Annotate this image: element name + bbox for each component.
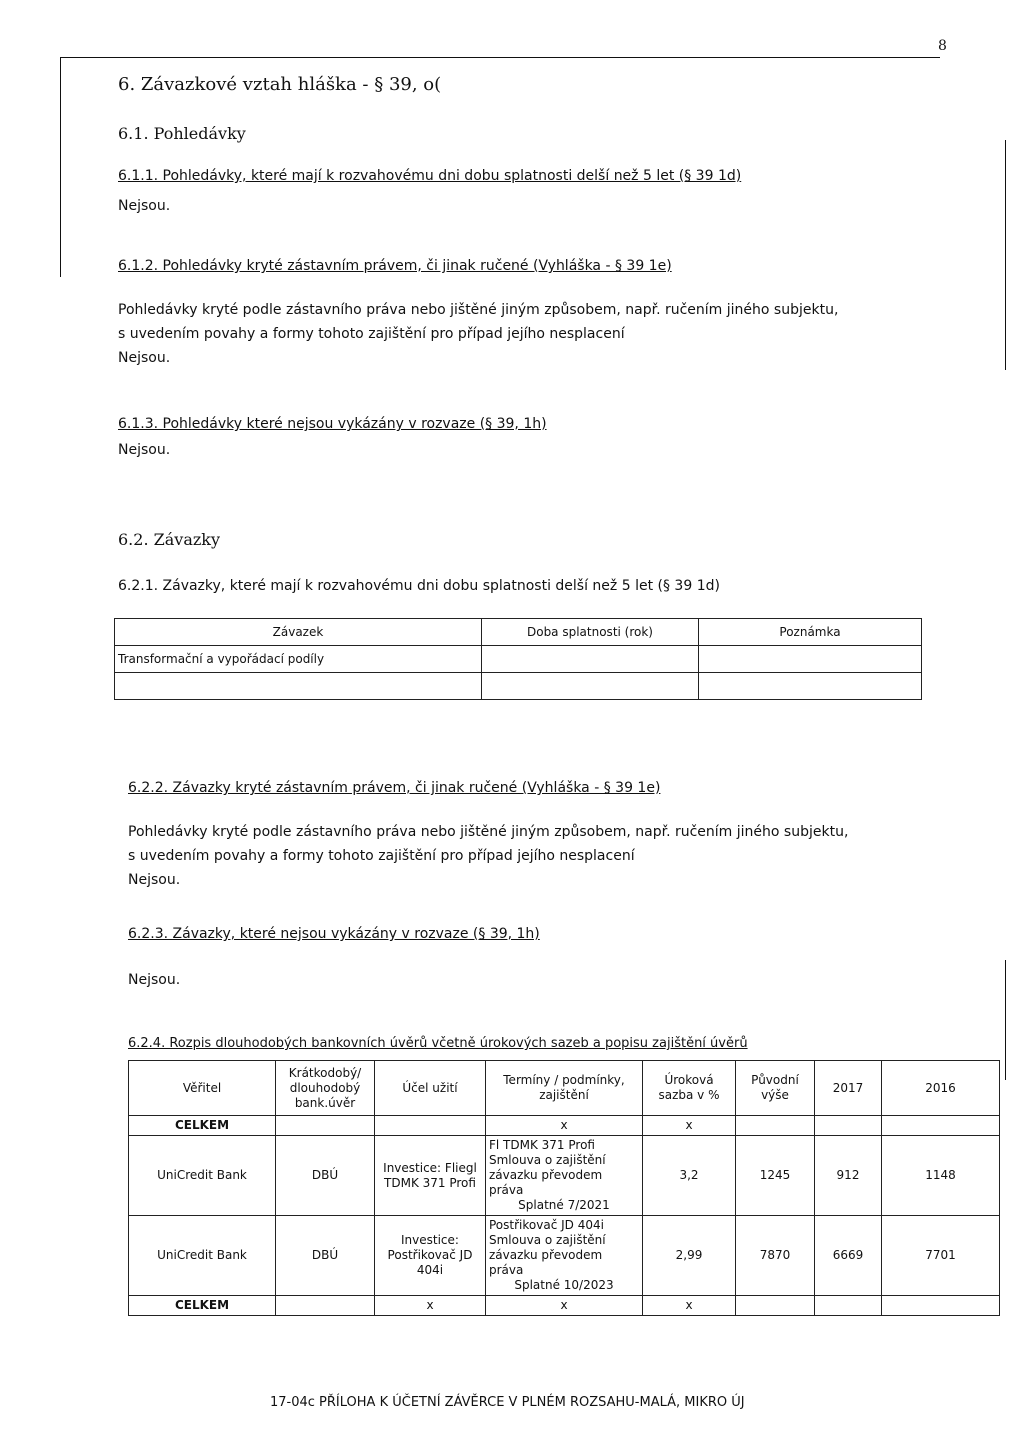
- line1-6-2-2: Pohledávky kryté podle zástavního práva nebo jištěné jiným způsobem, např. ručením jiného subjektu,: [128, 824, 849, 840]
- table-header-row: [115, 619, 922, 646]
- cell-2017: [815, 1296, 882, 1316]
- title-6-1-3: 6.1.3. Pohledávky které nejsou vykázány v rozvaze (§ 39, 1h): [118, 416, 547, 432]
- cell-zavazek: [115, 673, 482, 700]
- header-puvodni-vyse: Původní výše: [736, 1061, 815, 1116]
- title-6-1-2: 6.1.2. Pohledávky kryté zástavním právem, či jinak ručené (Vyhláška - § 39 1e): [118, 258, 672, 274]
- cell-sazba: 2,99: [643, 1216, 736, 1296]
- header-2016: 2016: [882, 1061, 1000, 1116]
- table-row: [129, 1216, 1000, 1296]
- cell-puvodni: [736, 1116, 815, 1136]
- cell-puvodni: 1245: [736, 1136, 815, 1216]
- cell-typ: [276, 1116, 375, 1136]
- header-sazba: Úroková sazba v %: [643, 1061, 736, 1116]
- cell-2016: 7701: [882, 1216, 1000, 1296]
- terminy-top: Postřikovač JD 404i: [489, 1218, 604, 1232]
- title-6-2-3: 6.2.3. Závazky, které nejsou vykázány v rozvaze (§ 39, 1h): [128, 926, 540, 942]
- header-terminy: Termíny / podmínky, zajištění: [486, 1061, 643, 1116]
- cell-celkem: CELKEM: [129, 1296, 276, 1316]
- cell-2016: [882, 1116, 1000, 1136]
- header-veritel: Věřitel: [129, 1061, 276, 1116]
- right-margin-rule: [1005, 140, 1006, 370]
- cell-sazba: 3,2: [643, 1136, 736, 1216]
- page-footer: 17-04c PŘÍLOHA K ÚČETNÍ ZÁVĚRCE V PLNÉM ROZSAHU-MALÁ, MIKRO ÚJ: [270, 1395, 745, 1410]
- right-margin-rule-lower: [1005, 960, 1006, 1080]
- cell-puvodni: 7870: [736, 1216, 815, 1296]
- cell-sazba: x: [643, 1116, 736, 1136]
- cell-typ: DBÚ: [276, 1136, 375, 1216]
- terminy-splatnost: Splatné 10/2023: [514, 1278, 614, 1292]
- bank-loans-table: [128, 1060, 1000, 1316]
- terminy-zajisteni: Smlouva o zajištění závazku převodem práva: [489, 1153, 606, 1197]
- cell-typ: DBÚ: [276, 1216, 375, 1296]
- table-row-total-top: [129, 1116, 1000, 1136]
- subsection-zavazky: 6.2. Závazky: [118, 530, 221, 549]
- cell-ucel: x: [375, 1296, 486, 1316]
- title-6-2-4: 6.2.4. Rozpis dlouhodobých bankovních úvěrů včetně úrokových sazeb a popisu zajištění úvěrů: [128, 1036, 748, 1051]
- terminy-splatnost: Splatné 7/2021: [518, 1198, 610, 1212]
- cell-ucel: Investice: Postřikovač JD 404i: [375, 1216, 486, 1296]
- title-6-2-2: 6.2.2. Závazky kryté zástavním právem, či jinak ručené (Vyhláška - § 39 1e): [128, 780, 661, 796]
- cell-terminy: x: [486, 1116, 643, 1136]
- page-number: 8: [938, 38, 947, 54]
- header-doba-splatnosti: Doba splatnosti (rok): [482, 619, 699, 646]
- cell-typ: [276, 1296, 375, 1316]
- cell-doba: [482, 673, 699, 700]
- title-6-2-1: 6.2.1. Závazky, které mají k rozvahovému dni dobu splatnosti delší než 5 let (§ 39 1d): [118, 578, 720, 594]
- cell-2017: 6669: [815, 1216, 882, 1296]
- left-margin-rule: [60, 57, 61, 277]
- cell-doba: [482, 646, 699, 673]
- cell-poznamka: [699, 673, 922, 700]
- header-2017: 2017: [815, 1061, 882, 1116]
- body-6-2-3: Nejsou.: [128, 972, 181, 988]
- cell-terminy: [486, 1216, 643, 1296]
- cell-zavazek: Transformační a vypořádací podíly: [115, 646, 482, 673]
- table-row: [129, 1136, 1000, 1216]
- cell-2016: [882, 1296, 1000, 1316]
- subsection-pohledavky: 6.1. Pohledávky: [118, 124, 246, 143]
- header-poznamka: Poznámka: [699, 619, 922, 646]
- terminy-zajisteni: Smlouva o zajištění závazku převodem práva: [489, 1233, 606, 1277]
- cell-celkem: CELKEM: [129, 1116, 276, 1136]
- table-row: [115, 673, 922, 700]
- terminy-top: Fl TDMK 371 Profi: [489, 1138, 595, 1152]
- header-ucel: Účel užití: [375, 1061, 486, 1116]
- body-6-1-1: Nejsou.: [118, 198, 171, 214]
- cell-2017: 912: [815, 1136, 882, 1216]
- cell-puvodni: [736, 1296, 815, 1316]
- table-row: [115, 646, 922, 673]
- zavazky-table: [114, 618, 922, 700]
- header-typ-uveru: Krátkodobý/ dlouhodobý bank.úvěr: [276, 1061, 375, 1116]
- cell-2016: 1148: [882, 1136, 1000, 1216]
- cell-terminy: [486, 1136, 643, 1216]
- section-heading: 6. Závazkové vztah hláška - § 39, o​(: [118, 74, 442, 95]
- line2-6-2-2: s uvedením povahy a formy tohoto zajištění pro případ jejího nesplacení: [128, 848, 635, 864]
- body-6-2-2: Nejsou.: [128, 872, 181, 888]
- cell-2017: [815, 1116, 882, 1136]
- table-header-row: [129, 1061, 1000, 1116]
- cell-sazba: x: [643, 1296, 736, 1316]
- cell-poznamka: [699, 646, 922, 673]
- line2-6-1-2: s uvedením povahy a formy tohoto zajištění pro případ jejího nesplacení: [118, 326, 625, 342]
- body-6-1-3: Nejsou.: [118, 442, 171, 458]
- cell-veritel: UniCredit Bank: [129, 1136, 276, 1216]
- header-zavazek: Závazek: [115, 619, 482, 646]
- table-row-total-bottom: [129, 1296, 1000, 1316]
- body-6-1-2: Nejsou.: [118, 350, 171, 366]
- line1-6-1-2: Pohledávky kryté podle zástavního práva nebo jištěné jiným způsobem, např. ručením jiného subjektu,: [118, 302, 839, 318]
- cell-ucel: Investice: Fliegl TDMK 371 Profi: [375, 1136, 486, 1216]
- cell-ucel: [375, 1116, 486, 1136]
- top-rule: [60, 57, 940, 58]
- cell-veritel: UniCredit Bank: [129, 1216, 276, 1296]
- title-6-1-1: 6.1.1. Pohledávky, které mají k rozvahovému dni dobu splatnosti delší než 5 let (§ 39 1d): [118, 168, 742, 184]
- cell-terminy: x: [486, 1296, 643, 1316]
